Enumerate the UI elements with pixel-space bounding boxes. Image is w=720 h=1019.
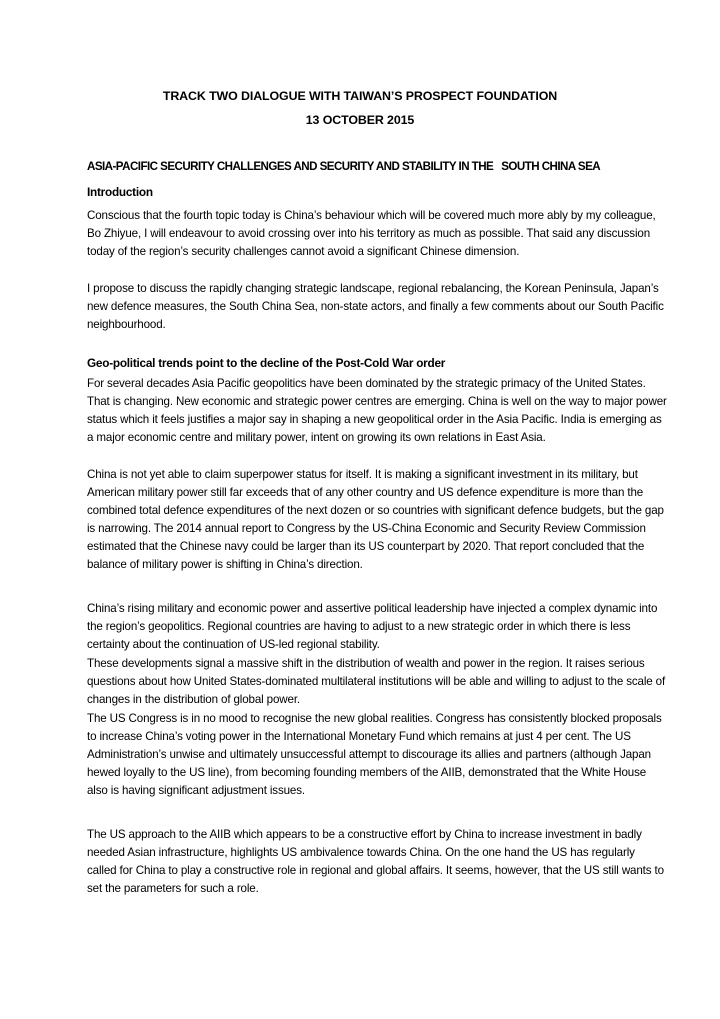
document-date: 13 OCTOBER 2015 bbox=[305, 113, 415, 127]
body-paragraph: China’s rising military and economic power and assertive political leadership have injected a complex dynamic into the region’s geopolitics. Regional countries are having to adjust to a new strategic order in which there is less certainty about the continuation of US-led regional stability. bbox=[87, 602, 658, 652]
intro-paragraph: I propose to discuss the rapidly changing strategic landscape, regional rebalancing, the Korean Peninsula, Japan’s new defence measures, the South China Sea, non-state actors, and finally a few comments about our South Pacific neighbourhood. bbox=[87, 282, 664, 332]
body-paragraph: The US approach to the AIIB which appears to be a constructive effort by China to increase investment in badly needed Asian infrastructure, highlights US ambivalence towards China. On the one hand the US has regularly called for China to play a constructive role in regional and global affairs. It seems, however, that the US still wants to set the parameters for such a role. bbox=[87, 828, 664, 896]
section-title: ASIA-PACIFIC SECURITY CHALLENGES AND SECURITY AND STABILITY IN THE SOUTH CHINA SEA bbox=[87, 160, 601, 173]
body-paragraph: For several decades Asia Pacific geopolitics have been dominated by the strategic primacy of the United States. That is changing. New economic and strategic power centres are emerging. China is well on the way to major power status which it feels justifies a major say in shaping a new geopolitical order in the Asia Pacific. India is emerging as a major economic centre and military power, intent on growing its own relations in East Asia. bbox=[87, 377, 667, 445]
intro-heading: Introduction bbox=[87, 185, 153, 199]
body-paragraph: China is not yet able to claim superpower status for itself. It is making a significant investment in its military, but American military power still far exceeds that of any other country and US defence expenditure is more than the combined total defence expenditures of the next dozen or so countries with significant defence budgets, but the gap is narrowing. The 2014 annual report to Congress by the US-China Economic and Security Review Commission estimated that the Chinese navy could be larger than its US counterpart by 2020. That report concluded that the balance of military power is shifting in China’s direction. bbox=[87, 468, 664, 572]
body-paragraph: These developments signal a massive shift in the distribution of wealth and power in the region. It raises serious questions about how United States-dominated multilateral institutions will be able and willing to adjust to the scale of changes in the distribution of global power. bbox=[87, 657, 666, 707]
document-title: TRACK TWO DIALOGUE WITH TAIWAN’S PROSPECT FOUNDATION bbox=[162, 89, 558, 103]
body-paragraph: The US Congress is in no mood to recognise the new global realities. Congress has consistently blocked proposals to increase China’s voting power in the International Monetary Fund which remains at just 4 per cent. The US Administration’s unwise and ultimately unsuccessful attempt to discourage its allies and partners (although Japan hewed loyally to the US line), from becoming founding members of the AIIB, demonstrated that the White House also is having significant adjustment issues. bbox=[87, 712, 662, 798]
geo-heading: Geo-political trends point to the decline of the Post-Cold War order bbox=[87, 356, 446, 370]
intro-paragraph: Conscious that the fourth topic today is China’s behaviour which will be covered much more ably by my colleague, Bo Zhiyue, I will endeavour to avoid crossing over into his territory as much as possible. That said any discussion today of the region’s security challenges cannot avoid a significant Chinese dimension. bbox=[87, 209, 656, 259]
